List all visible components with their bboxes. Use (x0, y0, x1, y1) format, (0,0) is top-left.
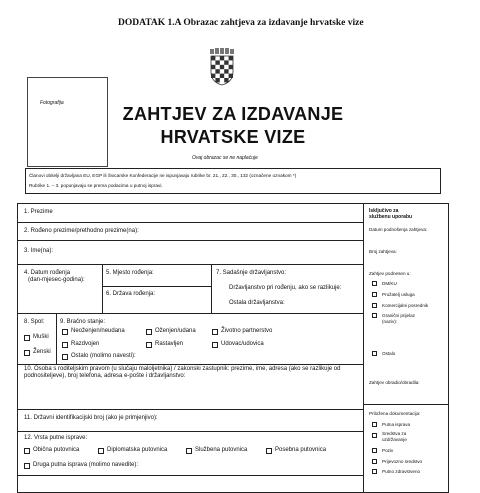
option-married: Oženjen/udana (155, 328, 196, 334)
field-1-surname[interactable]: 1. Prezime (24, 209, 53, 215)
field-4-date-of-birth[interactable] (24, 270, 85, 284)
option-border-crossing: Granični prijelaz (naziv): (382, 313, 415, 324)
option-divorced: Rastavljen (155, 341, 184, 347)
field-7-nationality-at-birth[interactable]: Državljanstvo pri rođenju, ako se razlikuje: (229, 285, 342, 291)
checkbox-diplomatic-passport[interactable] (98, 448, 104, 454)
notice-box (25, 168, 441, 194)
checkbox-service-passport[interactable] (186, 448, 192, 454)
sidebar-title (369, 208, 412, 220)
option-ordinary-passport: Obična putovnica (33, 447, 80, 453)
option-travel-document: Putna isprava (382, 422, 411, 427)
checkbox-partnership[interactable] (212, 329, 218, 335)
option-commercial-intermediary: Komercijalni posrednik (382, 303, 429, 308)
sidebar-processed-by: Zahtjev obradio/obradila: (369, 380, 420, 385)
checkbox-invitation[interactable] (372, 448, 377, 453)
checkbox-travel-document[interactable] (372, 422, 377, 427)
checkbox-other-marital[interactable] (62, 354, 68, 360)
option-invitation: Poziv (382, 448, 394, 453)
checkbox-ordinary-passport[interactable] (24, 448, 30, 454)
field-2-birth-surname[interactable]: 2. Rođeno prezime/prethodno prezime(na): (24, 228, 139, 234)
field-12-travel-document-type: 12. Vrsta putne isprave: (24, 435, 88, 441)
field-9-marital-status: 9. Bračno stanje: (60, 319, 106, 325)
checkbox-border-crossing[interactable] (372, 313, 377, 318)
form-main-title (118, 103, 348, 149)
document-title: DODATAK 1.A Obrazac zahtjeva za izdavanje hrvatske vize (118, 18, 364, 28)
option-female: Ženski (33, 349, 51, 355)
sidebar-title-line-2: službenu uporabu (369, 214, 413, 220)
sidebar-application-number: Broj zahtjeva: (369, 249, 397, 254)
main-title-line-1: ZAHTJEV ZA IZDAVANJE (122, 104, 344, 124)
free-of-charge-note: Ovaj obrazac se ne naplaćuje (192, 155, 258, 161)
field-5-place-of-birth[interactable]: 5. Mjesto rođenja: (106, 270, 154, 276)
option-other-marital: Ostalo (molimo navesti): (71, 353, 136, 359)
field-6-country-of-birth[interactable]: 6. Država rođenja: (106, 291, 156, 297)
checkbox-widowed[interactable] (212, 342, 218, 348)
sidebar-divider (363, 203, 364, 493)
coat-of-arms-icon (209, 48, 235, 86)
field-8-sex: 8. Spol: (24, 319, 45, 325)
checkbox-service-provider[interactable] (372, 292, 377, 297)
sidebar-divider-line (363, 404, 449, 405)
notice-line-1: Članovi obitelji državljana EU, EGP ili Švicarske Konfederacije ne ispunjavaju rubrike br. 21., 22., 30., 132 (označene oznakom *) (29, 173, 297, 178)
option-means-of-transport: Prijevozno sredstvo (382, 459, 423, 464)
field-3-given-names[interactable]: 3. Ime(na): (24, 248, 54, 254)
checkbox-commercial-intermediary[interactable] (372, 303, 377, 308)
checkbox-other-submission[interactable] (372, 351, 377, 356)
option-means-of-subsistence: Sredstva za uzdržavanje (382, 431, 407, 442)
field-11-national-id[interactable]: 11. Državni identifikacijski broj (ako je primjenjivo): (24, 415, 158, 421)
photo-box[interactable] (27, 77, 108, 167)
sidebar-submitted-at: Zahtjev podnesen u: (369, 271, 411, 276)
option-other-submission: Ostalo (382, 351, 396, 356)
checkbox-travel-health-insurance[interactable] (372, 469, 377, 474)
checkbox-separated[interactable] (62, 342, 68, 348)
checkbox-divorced[interactable] (146, 342, 152, 348)
option-partnership: Životno partnerstvo (221, 328, 273, 334)
option-separated: Razdvojen (71, 341, 100, 347)
option-special-passport: Posebna putovnica (275, 447, 327, 453)
option-embassy: DM/KU (382, 281, 397, 286)
checkbox-other-document[interactable] (24, 463, 30, 469)
checkbox-single[interactable] (62, 329, 68, 335)
checkbox-means-of-transport[interactable] (372, 459, 377, 464)
checkbox-means-of-subsistence[interactable] (372, 433, 377, 438)
field-10-guardian[interactable]: 10. Osoba s roditeljskim pravom (u slučaju maloljetnika) / zakonski zastupnik: prezime, ime, adresa (ako se razlikuje od podnositeljeve), broj telefona, adresa e-pošte i državljanstvo: (24, 366, 341, 379)
option-diplomatic-passport: Diplomatska putovnica (107, 447, 168, 453)
checkbox-special-passport[interactable] (266, 448, 272, 454)
field-7-nationality[interactable]: 7. Sadašnje državljanstvo: (216, 270, 287, 276)
sidebar-documents: Priložena dokumentacija: (369, 411, 421, 416)
notice-line-2: Rubrike 1. – 3. popunjavaju se prema podacima u putnoj ispravi. (29, 183, 163, 188)
option-travel-health-insurance: Putno zdravstveno (382, 469, 421, 474)
option-service-provider: Pružatelj usluga (382, 292, 415, 297)
sidebar-title-line-1: Isključivo za (369, 208, 399, 214)
field-4-format: (dan-mjesec-godina): (28, 277, 85, 283)
option-service-passport: Službena putovnica (195, 447, 248, 453)
option-other-document: Druga putna isprava (molimo navedite): (33, 462, 139, 468)
checkbox-married[interactable] (146, 329, 152, 335)
field-7-other-nationalities[interactable]: Ostala državljanstva: (229, 300, 285, 306)
option-widowed: Udovac/udovica (221, 341, 264, 347)
field-4-label: 4. Datum rođenja (24, 270, 71, 276)
sidebar-application-date: Datum podnošenja zahtjeva: (369, 227, 428, 232)
option-single: Neoženjen/neudana (71, 328, 125, 334)
option-male: Muški (33, 334, 49, 340)
photo-label: Fotografija (40, 100, 64, 106)
checkbox-embassy[interactable] (372, 281, 377, 286)
checkbox-female[interactable] (24, 350, 30, 356)
checkbox-male[interactable] (24, 335, 30, 341)
main-title-line-2: HRVATSKE VIZE (160, 127, 306, 147)
